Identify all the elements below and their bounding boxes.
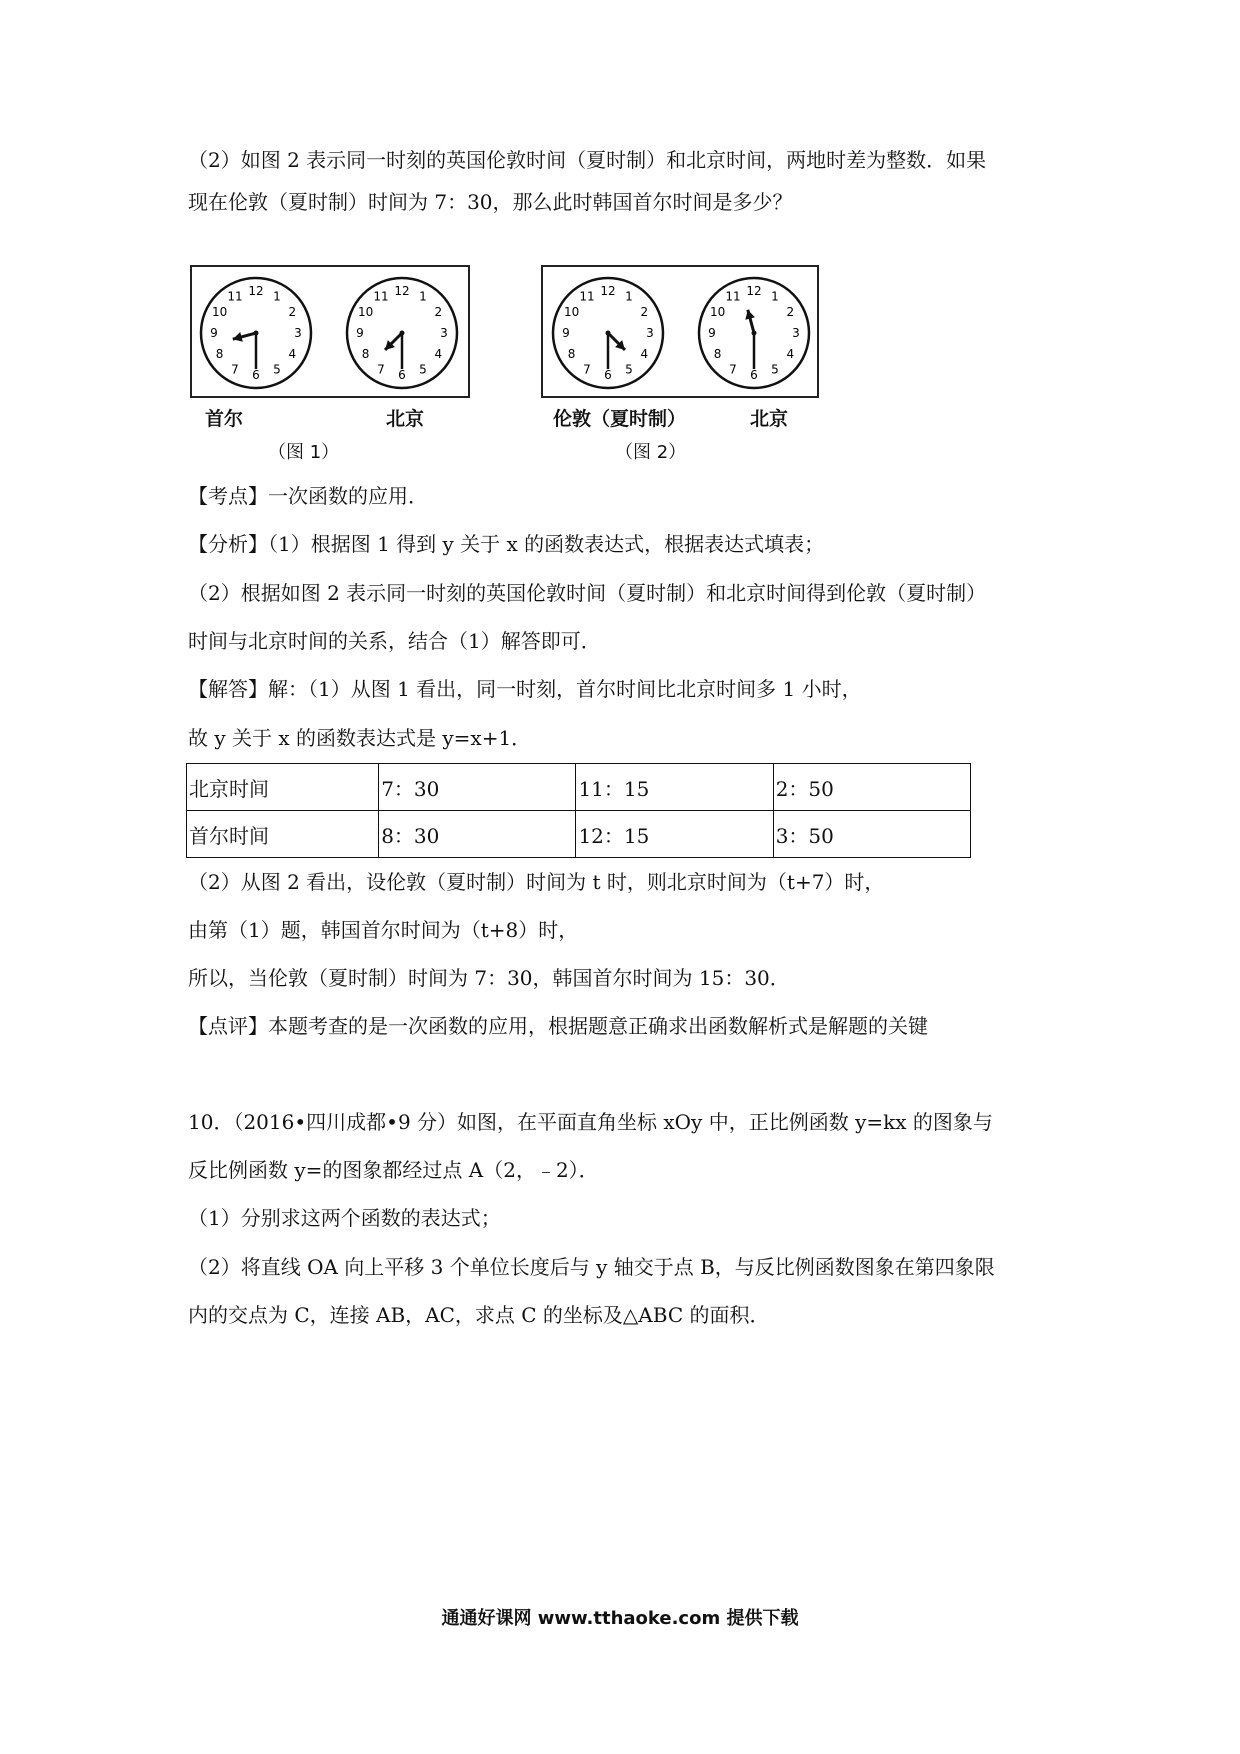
dial-number: 4	[288, 347, 297, 361]
fenxi-line3: 时间与北京时间的关系，结合（1）解答即可．	[188, 629, 601, 653]
clock-hub	[752, 331, 757, 336]
dianping: 【点评】本题考查的是一次函数的应用，根据题意正确求出函数解析式是解题的关键	[188, 1014, 928, 1038]
jieda-line1: 【解答】解：（1）从图 1 看出，同一时刻，首尔时间比北京时间多 1 小时，	[188, 677, 862, 701]
dial-number: 4	[640, 347, 649, 361]
table-cell: 11：15	[576, 764, 773, 811]
dial-number: 9	[356, 326, 364, 340]
dial-number: 10	[211, 305, 228, 319]
dial-number: 8	[713, 347, 722, 361]
dial-number: 3	[646, 326, 654, 340]
dial-number: 5	[273, 362, 281, 377]
figure-1-box	[190, 265, 470, 398]
dial-number: 1	[273, 289, 281, 304]
dial-number: 2	[786, 305, 795, 319]
dial-number: 7	[583, 362, 591, 377]
dial-number: 6	[604, 368, 612, 382]
table-cell: 北京时间	[187, 764, 379, 811]
table-cell: 2：50	[773, 764, 970, 811]
dial-number: 11	[227, 289, 243, 304]
dial-number: 8	[567, 347, 576, 361]
dial-number: 11	[579, 289, 595, 304]
dial-number: 6	[252, 368, 260, 382]
jieda2-line1: （2）从图 2 看出，设伦敦（夏时制）时间为 t 时，则北京时间为（t+7）时，	[188, 870, 885, 894]
dial-number: 7	[729, 362, 737, 377]
dial-number: 6	[750, 368, 758, 382]
dial-number: 3	[792, 326, 800, 340]
q10-line1: 10．（2016•四川成都•9 分）如图，在平面直角坐标 xOy 中，正比例函数 y=kx 的图象与	[188, 1110, 993, 1134]
dial-number: 10	[709, 305, 726, 319]
jieda2-line3: 所以，当伦敦（夏时制）时间为 7：30，韩国首尔时间为 15：30．	[188, 966, 790, 990]
dial-number: 8	[215, 347, 224, 361]
dial-number: 9	[708, 326, 716, 340]
dial-number: 11	[373, 289, 389, 304]
figure-1-caption: （图 1）	[268, 442, 340, 463]
dial-number: 7	[231, 362, 239, 377]
jieda-line2: 故 y 关于 x 的函数表达式是 y=x+1．	[188, 726, 532, 750]
dial-number: 7	[377, 362, 385, 377]
dial-number: 5	[771, 362, 779, 377]
dial-number: 9	[210, 326, 218, 340]
label-london: 伦敦（夏时制）	[553, 408, 687, 430]
table-row	[187, 764, 971, 811]
dial-number: 10	[563, 305, 580, 319]
fenxi-line2: （2）根据如图 2 表示同一时刻的英国伦敦时间（夏时制）和北京时间得到伦敦（夏时制）	[188, 581, 987, 605]
q10-line5: 内的交点为 C，连接 AB，AC，求点 C 的坐标及△ABC 的面积．	[188, 1303, 770, 1327]
figure-2-caption: （图 2）	[615, 442, 687, 463]
dial-number: 12	[394, 284, 410, 298]
label-seoul: 首尔	[205, 408, 244, 430]
time-table	[186, 763, 971, 858]
dial-number: 9	[562, 326, 570, 340]
clock-hub	[254, 331, 259, 336]
figure-2-box	[541, 265, 819, 398]
dial-number: 3	[294, 326, 302, 340]
table-cell: 7：30	[379, 764, 576, 811]
dial-number: 12	[248, 284, 264, 298]
dial-number: 1	[419, 289, 427, 304]
dial-number: 2	[640, 305, 649, 319]
dial-number: 5	[625, 362, 633, 377]
q10-line3: （1）分别求这两个函数的表达式；	[188, 1206, 501, 1230]
dial-number: 12	[600, 284, 616, 298]
q2-intro-line2: 现在伦敦（夏时制）时间为 7：30，那么此时韩国首尔时间是多少？	[188, 190, 793, 214]
dial-number: 12	[746, 284, 762, 298]
clock-london	[549, 274, 667, 392]
dial-number: 2	[288, 305, 297, 319]
dial-number: 1	[771, 289, 779, 304]
clock-beijing-fig1	[343, 274, 461, 392]
clock-hub	[606, 331, 611, 336]
label-beijing-fig2: 北京	[750, 408, 789, 430]
q2-intro-line1: （2）如图 2 表示同一时刻的英国伦敦时间（夏时制）和北京时间，两地时差为整数．如果	[188, 148, 987, 172]
clock-hub	[400, 331, 405, 336]
table-row	[187, 811, 971, 858]
dial-number: 4	[434, 347, 443, 361]
dial-number: 2	[434, 305, 443, 319]
dial-number: 1	[625, 289, 633, 304]
label-beijing-fig1: 北京	[386, 408, 425, 430]
footer: 通通好课网 www.tthaoke.com 提供下载	[441, 1608, 799, 1629]
clock-beijing-fig2	[695, 274, 813, 392]
table-cell: 首尔时间	[187, 811, 379, 858]
dial-number: 4	[786, 347, 795, 361]
dial-number: 8	[361, 347, 370, 361]
kaodian: 【考点】一次函数的应用．	[188, 484, 428, 508]
table-cell: 3：50	[773, 811, 970, 858]
dial-number: 3	[440, 326, 448, 340]
dial-number: 5	[419, 362, 427, 377]
dial-number: 6	[398, 368, 406, 382]
dial-number: 11	[725, 289, 741, 304]
q10-line2: 反比例函数 y=的图象都经过点 A（2，﹣2）．	[188, 1158, 599, 1182]
table-cell: 12：15	[576, 811, 773, 858]
jieda2-line2: 由第（1）题，韩国首尔时间为（t+8）时，	[188, 918, 579, 942]
fenxi-line1: 【分析】（1）根据图 1 得到 y 关于 x 的函数表达式，根据表达式填表；	[188, 532, 825, 556]
dial-number: 10	[357, 305, 374, 319]
clock-seoul	[197, 274, 315, 392]
q10-line4: （2）将直线 OA 向上平移 3 个单位长度后与 y 轴交于点 B，与反比例函数图象在第四象限	[188, 1255, 995, 1279]
table-cell: 8：30	[379, 811, 576, 858]
